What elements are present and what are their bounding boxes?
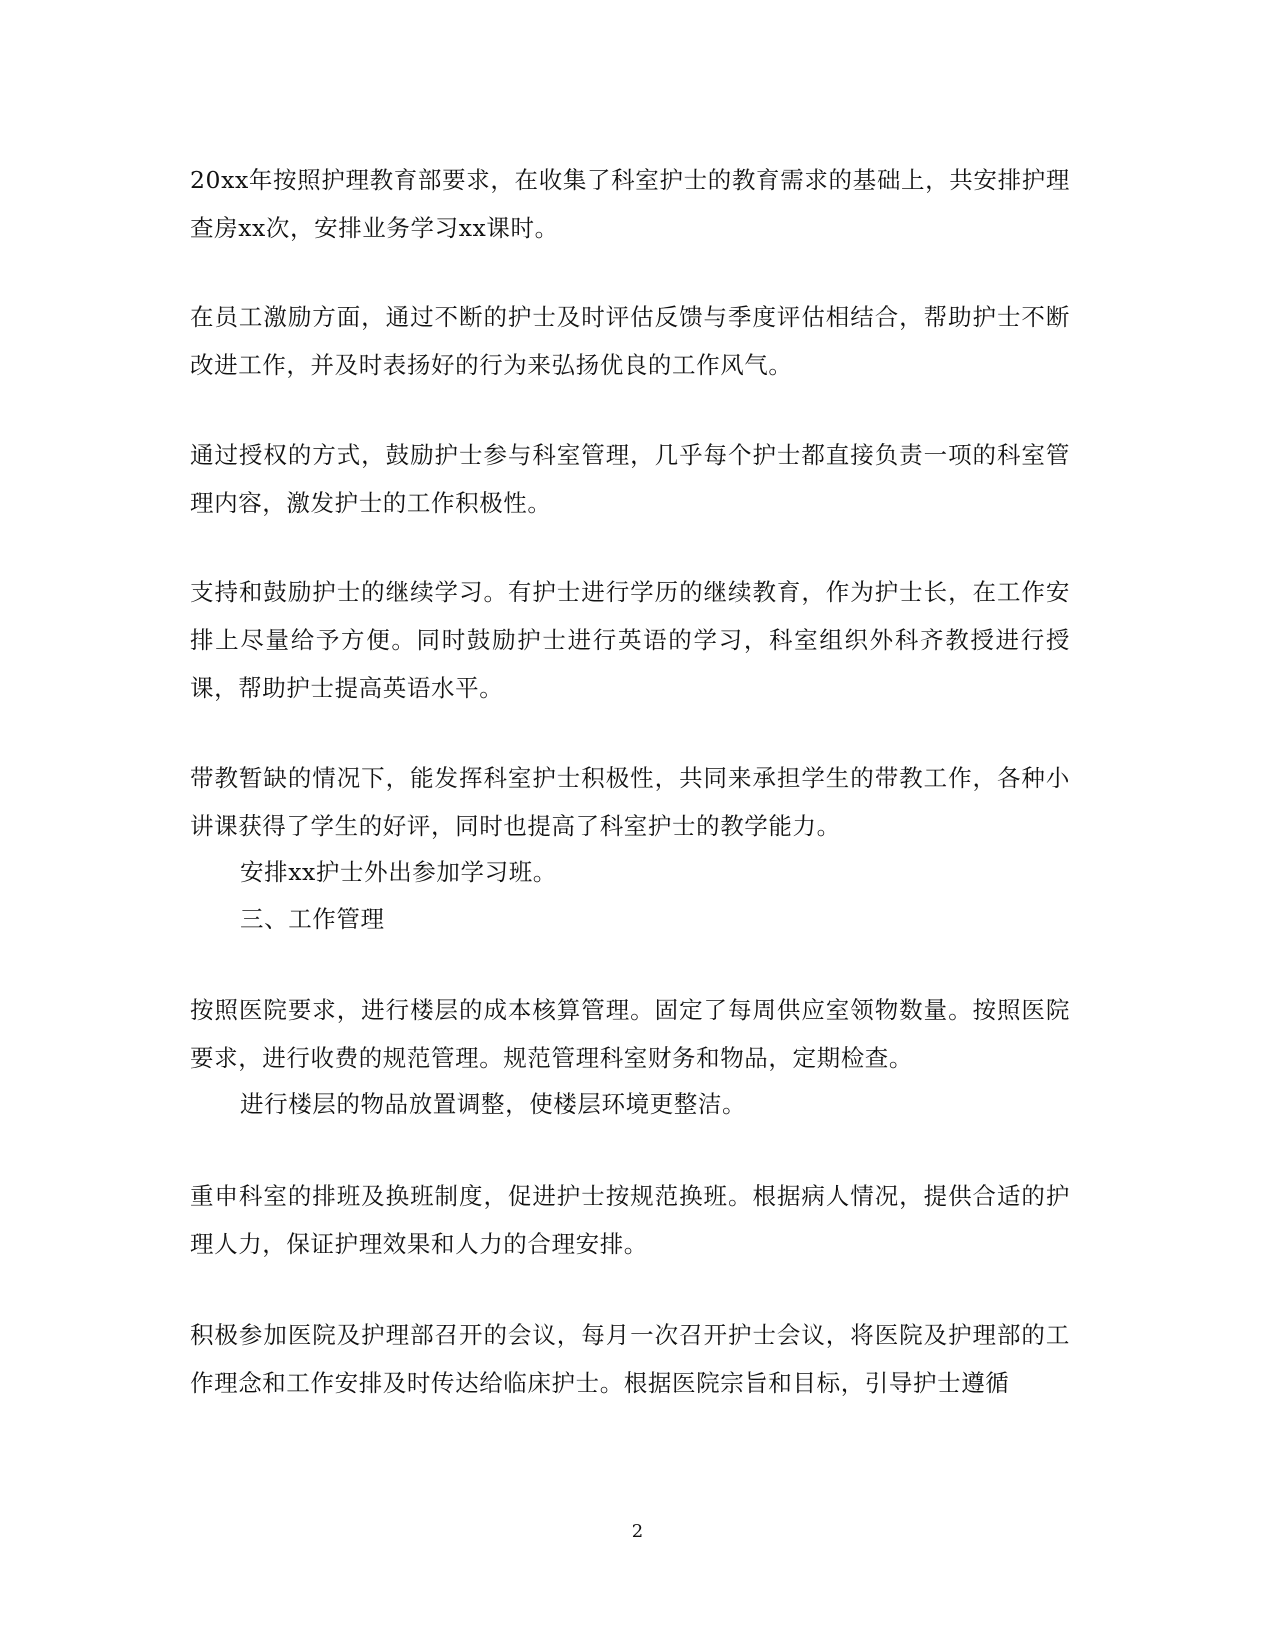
paragraph-training-class: 安排xx护士外出参加学习班。 xyxy=(240,858,557,886)
paragraph-staff-motivation: 在员工激励方面，通过不断的护士及时评估反馈与季度评估相结合，帮助护士不断改进工作，并及时表扬好的行为来弘扬优良的工作风气。 xyxy=(190,303,1070,379)
paragraph-cost-management: 按照医院要求，进行楼层的成本核算管理。固定了每周供应室领物数量。按照医院要求，进行收费的规范管理。规范管理科室财务和物品，定期检查。 xyxy=(190,996,1070,1072)
paragraph-floor-arrangement: 进行楼层的物品放置调整，使楼层环境更整洁。 xyxy=(240,1090,747,1118)
paragraph-meetings: 积极参加医院及护理部召开的会议，每月一次召开护士会议，将医院及护理部的工作理念和工作安排及时传达给临床护士。根据医院宗旨和目标，引导护士遵循 xyxy=(190,1321,1070,1397)
paragraph-scheduling: 重申科室的排班及换班制度，促进护士按规范换班。根据病人情况，提供合适的护理人力，保证护理效果和人力的合理安排。 xyxy=(190,1182,1070,1258)
page-number: 2 xyxy=(631,1521,644,1542)
section-heading-work-management: 三、工作管理 xyxy=(240,905,385,933)
paragraph-education-plan: 20xx年按照护理教育部要求，在收集了科室护士的教育需求的基础上，共安排护理查房xx次，安排业务学习xx课时。 xyxy=(190,166,1070,242)
paragraph-teaching: 带教暂缺的情况下，能发挥科室护士积极性，共同来承担学生的带教工作，各种小讲课获得了学生的好评，同时也提高了科室护士的教学能力。 xyxy=(190,764,1070,840)
paragraph-authorization: 通过授权的方式，鼓励护士参与科室管理，几乎每个护士都直接负责一项的科室管理内容，激发护士的工作积极性。 xyxy=(190,441,1070,517)
paragraph-continuing-study: 支持和鼓励护士的继续学习。有护士进行学历的继续教育，作为护士长，在工作安排上尽量给予方便。同时鼓励护士进行英语的学习，科室组织外科齐教授进行授课，帮助护士提高英语水平。 xyxy=(190,578,1070,702)
